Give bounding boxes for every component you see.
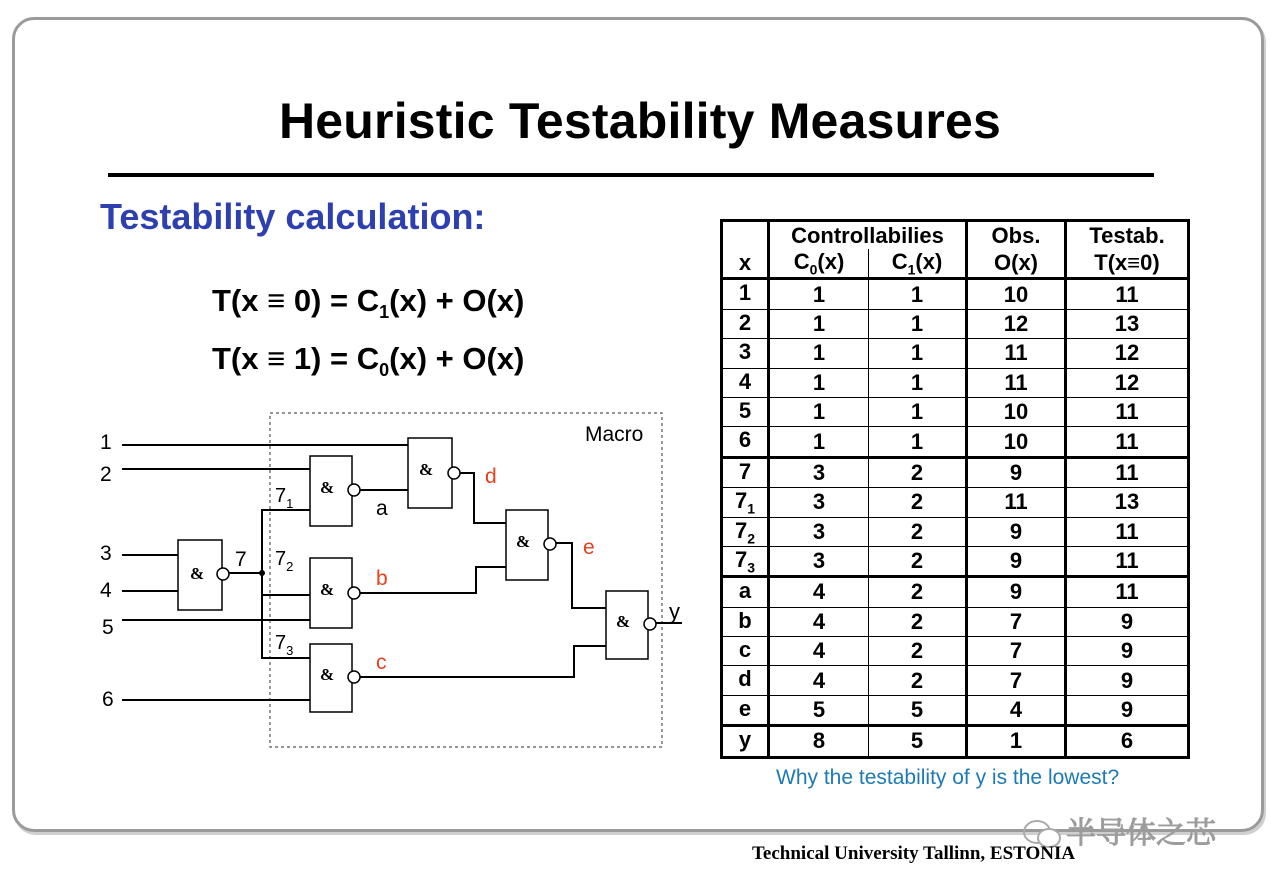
cell-node: c xyxy=(722,637,769,666)
table-row xyxy=(722,695,1189,725)
col-header-node: x xyxy=(722,249,769,279)
svg-text:&: & xyxy=(190,564,205,583)
cell-c0: 4 xyxy=(769,666,869,695)
cell-c0: 4 xyxy=(769,577,869,607)
input-label-4: 4 xyxy=(100,579,112,602)
cell-obs: 10 xyxy=(967,397,1066,426)
cell-obs: 7 xyxy=(967,637,1066,666)
cell-obs: 7 xyxy=(967,666,1066,695)
cell-c0: 1 xyxy=(769,339,869,368)
branch-label-7-1: $7_1$ xyxy=(275,485,294,511)
cell-testab: 9 xyxy=(1066,695,1189,725)
cell-c1: 2 xyxy=(869,637,967,666)
gate-b xyxy=(310,558,360,628)
table-column-header-row xyxy=(722,249,1189,279)
cell-testab: 13 xyxy=(1066,488,1189,517)
signal-label-e: e xyxy=(583,536,595,559)
svg-text:&: & xyxy=(419,460,434,479)
table-row xyxy=(722,546,1189,576)
cell-c0: 3 xyxy=(769,488,869,517)
cell-c0: 3 xyxy=(769,546,869,576)
branch-label-7-3: $7_3$ xyxy=(275,632,294,658)
cell-c1: 5 xyxy=(869,726,967,757)
cell-c1: 2 xyxy=(869,517,967,546)
table-row xyxy=(722,309,1189,338)
cell-testab: 12 xyxy=(1066,339,1189,368)
cell-testab: 11 xyxy=(1066,427,1189,457)
cell-testab: 11 xyxy=(1066,457,1189,487)
table-row xyxy=(722,517,1189,546)
cell-obs: 9 xyxy=(967,457,1066,487)
cell-node: 2 xyxy=(722,309,769,338)
branch-label-7-2: $7_2$ xyxy=(275,548,294,574)
col-header-c0: $C_0(x)$ xyxy=(769,249,869,279)
col-header-obs: O(x) xyxy=(967,249,1066,279)
cell-c0: 1 xyxy=(769,368,869,397)
cell-testab: 11 xyxy=(1066,279,1189,309)
table-row xyxy=(722,488,1189,517)
col-header-c1: $C_1(x)$ xyxy=(869,249,967,279)
cell-obs: 4 xyxy=(967,695,1066,725)
cell-c1: 2 xyxy=(869,666,967,695)
cell-obs: 12 xyxy=(967,309,1066,338)
cell-node: y xyxy=(722,726,769,757)
cell-node: e xyxy=(722,695,769,725)
cell-node: 1 xyxy=(722,279,769,309)
gate-a xyxy=(310,456,360,526)
cell-c0: 3 xyxy=(769,457,869,487)
input-label-6: 6 xyxy=(102,688,114,711)
cell-c0: 1 xyxy=(769,397,869,426)
table-row xyxy=(722,397,1189,426)
cell-node: 6 xyxy=(722,427,769,457)
signal-label-c: c xyxy=(376,651,387,674)
cell-c0: 1 xyxy=(769,309,869,338)
cell-obs: 9 xyxy=(967,577,1066,607)
input-label-1: 1 xyxy=(100,431,112,454)
cell-obs: 10 xyxy=(967,427,1066,457)
cell-node: 4 xyxy=(722,368,769,397)
watermark-text: 半导体之芯 xyxy=(1066,817,1216,850)
section-subtitle: Testability calculation: xyxy=(100,196,486,237)
input-label-2: 2 xyxy=(100,463,112,486)
table-row xyxy=(722,607,1189,636)
header-controllability: Controllabilies xyxy=(769,221,967,250)
gate-d xyxy=(408,438,460,508)
cell-testab: 11 xyxy=(1066,517,1189,546)
table-row xyxy=(722,726,1189,757)
svg-text:&: & xyxy=(320,478,335,497)
cell-c1: 2 xyxy=(869,577,967,607)
table-group-header-row xyxy=(722,221,1189,250)
table-row xyxy=(722,637,1189,666)
cell-c1: 5 xyxy=(869,695,967,725)
cell-c0: 1 xyxy=(769,279,869,309)
cell-obs: 11 xyxy=(967,339,1066,368)
svg-text:&: & xyxy=(320,665,335,684)
cell-testab: 9 xyxy=(1066,637,1189,666)
header-testability: Testab. xyxy=(1066,221,1189,250)
cell-testab: 9 xyxy=(1066,666,1189,695)
table-row xyxy=(722,427,1189,457)
table-body xyxy=(722,279,1189,757)
cell-c1: 1 xyxy=(869,279,967,309)
cell-obs: 7 xyxy=(967,607,1066,636)
signal-label-d: d xyxy=(485,465,497,488)
input-label-3: 3 xyxy=(100,542,112,565)
formula-t0: $T(x \equiv 0) = C_1(x) + O(x)$ xyxy=(212,283,525,323)
table-row xyxy=(722,368,1189,397)
question-text: Why the testability of y is the lowest? xyxy=(776,766,1120,789)
slide-title: Heuristic Testability Measures xyxy=(278,93,1001,149)
svg-text:&: & xyxy=(616,612,631,631)
cell-c0: 8 xyxy=(769,726,869,757)
cell-obs: 11 xyxy=(967,488,1066,517)
signal-label-b: b xyxy=(376,567,388,590)
cell-c1: 1 xyxy=(869,427,967,457)
testability-table xyxy=(720,219,1190,759)
cell-c1: 2 xyxy=(869,607,967,636)
svg-text:&: & xyxy=(516,532,531,551)
col-header-testab: T(x≡0) xyxy=(1066,249,1189,279)
cell-obs: 9 xyxy=(967,546,1066,576)
cell-c1: 2 xyxy=(869,488,967,517)
cell-c0: 4 xyxy=(769,607,869,636)
formula-t1: $T(x \equiv 1) = C_0(x) + O(x)$ xyxy=(212,341,525,381)
table-row xyxy=(722,279,1189,309)
signal-label-a: a xyxy=(376,497,388,520)
cell-c0: 5 xyxy=(769,695,869,725)
cell-c0: 4 xyxy=(769,637,869,666)
cell-testab: 11 xyxy=(1066,397,1189,426)
title-divider xyxy=(108,173,1154,177)
cell-node: $7_1$ xyxy=(722,488,769,517)
cell-obs: 1 xyxy=(967,726,1066,757)
footer-text: Technical University Tallinn, ESTONIA xyxy=(752,843,1076,864)
fanout-junction xyxy=(259,570,265,576)
table-row xyxy=(722,666,1189,695)
cell-node: b xyxy=(722,607,769,636)
cell-testab: 11 xyxy=(1066,577,1189,607)
cell-obs: 10 xyxy=(967,279,1066,309)
gate-y xyxy=(606,591,656,659)
cell-node: d xyxy=(722,666,769,695)
header-blank xyxy=(722,221,769,250)
cell-node: 3 xyxy=(722,339,769,368)
cell-c1: 1 xyxy=(869,397,967,426)
table-row xyxy=(722,577,1189,607)
cell-node: $7_2$ xyxy=(722,517,769,546)
cell-c1: 2 xyxy=(869,457,967,487)
cell-node: $7_3$ xyxy=(722,546,769,576)
gate-c xyxy=(310,644,360,712)
table-row xyxy=(722,457,1189,487)
gate-7 xyxy=(178,540,229,610)
cell-obs: 11 xyxy=(967,368,1066,397)
cell-obs: 9 xyxy=(967,517,1066,546)
input-label-5: 5 xyxy=(102,616,114,639)
cell-c1: 1 xyxy=(869,368,967,397)
cell-node: 7 xyxy=(722,457,769,487)
macro-label: Macro xyxy=(585,423,644,446)
header-observability: Obs. xyxy=(967,221,1066,250)
gate-e xyxy=(506,510,556,580)
cell-node: a xyxy=(722,577,769,607)
cell-testab: 13 xyxy=(1066,309,1189,338)
cell-testab: 12 xyxy=(1066,368,1189,397)
table-row xyxy=(722,339,1189,368)
cell-node: 5 xyxy=(722,397,769,426)
cell-c1: 1 xyxy=(869,309,967,338)
input-labels xyxy=(100,431,114,711)
output-label-y: y xyxy=(669,599,680,624)
cell-testab: 9 xyxy=(1066,607,1189,636)
circuit-diagram xyxy=(90,405,700,755)
cell-c1: 1 xyxy=(869,339,967,368)
cell-c0: 3 xyxy=(769,517,869,546)
svg-text:&: & xyxy=(320,580,335,599)
cell-testab: 6 xyxy=(1066,726,1189,757)
fanout-stem-label: 7 xyxy=(235,548,247,571)
cell-testab: 11 xyxy=(1066,546,1189,576)
cell-c0: 1 xyxy=(769,427,869,457)
cell-c1: 2 xyxy=(869,546,967,576)
